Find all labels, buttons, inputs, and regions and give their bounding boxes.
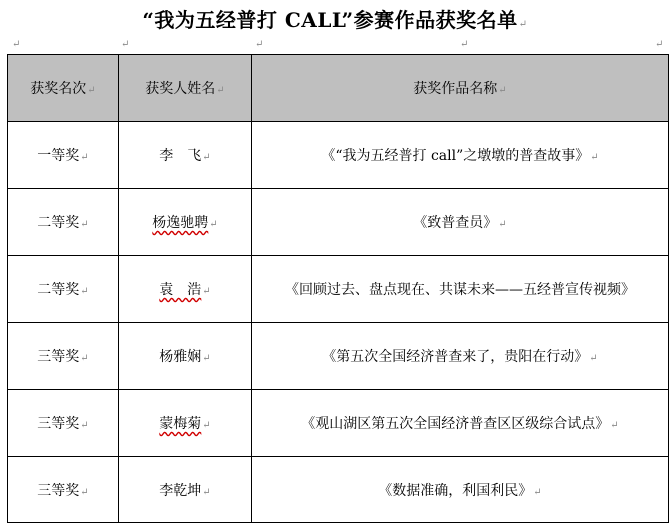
paragraph-mark: ↵: [121, 39, 130, 50]
cell-end-mark: ↵: [590, 152, 599, 163]
work-cell: [252, 256, 669, 323]
name-cell: [119, 189, 252, 256]
name-text: 蒙梅菊: [159, 416, 202, 432]
name-cell: [119, 390, 252, 457]
cell-end-mark: ↵: [80, 420, 89, 431]
cell-end-mark: ↵: [202, 152, 211, 163]
name-text: 李 飞: [159, 148, 202, 164]
work-cell: [252, 323, 669, 390]
rank-cell: [8, 122, 119, 189]
cell-end-mark: ↵: [533, 486, 542, 498]
work-cell: [252, 390, 669, 457]
header-name-label: 获奖人姓名: [145, 81, 216, 97]
header-work: [252, 55, 669, 122]
document-title: [0, 4, 670, 33]
cell-end-mark: ↵: [80, 286, 89, 297]
table-header-row: [8, 55, 669, 122]
cell-end-mark: ↵: [202, 353, 211, 364]
work-text: 《数据准确，利国利民》: [378, 482, 533, 499]
work-cell: [252, 457, 669, 523]
cell-end-mark: ↵: [202, 286, 211, 297]
rank-cell: [8, 189, 119, 256]
paragraph-mark: ↵: [655, 39, 664, 50]
cell-end-mark: ↵: [589, 353, 598, 364]
rank-text: 二等奖: [37, 215, 80, 231]
header-rank: [8, 55, 119, 122]
rank-text: 三等奖: [37, 349, 80, 365]
rank-cell: [8, 256, 119, 323]
paragraph-mark: ↵: [12, 39, 21, 50]
award-table: [7, 54, 669, 523]
rank-text: 三等奖: [37, 482, 80, 499]
name-text: 杨雅娴: [159, 349, 202, 365]
cell-end-mark: ↵: [610, 420, 619, 431]
rank-cell: [8, 390, 119, 457]
name-text: 李乾坤: [159, 482, 202, 499]
header-name: [119, 55, 252, 122]
name-cell: [119, 323, 252, 390]
work-cell: [252, 122, 669, 189]
rank-text: 三等奖: [37, 416, 80, 432]
work-text: 《致普查员》: [413, 215, 498, 231]
document-title-text: “我为五经普打 CALL”参赛作品获奖名单: [142, 8, 518, 32]
name-cell: [119, 457, 252, 523]
paragraph-mark: ↵: [518, 19, 528, 30]
cell-end-mark: ↵: [80, 353, 89, 364]
table-row: [8, 122, 669, 189]
name-text: 袁 浩: [159, 282, 202, 298]
cell-end-mark: ↵: [202, 486, 211, 498]
header-rank-label: 获奖名次: [30, 81, 87, 97]
cell-end-mark: ↵: [216, 85, 225, 96]
cell-end-mark: ↵: [87, 85, 96, 96]
work-text: 《“我为五经普打 call”之墩墩的普查故事》: [321, 148, 590, 164]
table-row: [8, 457, 669, 523]
cell-end-mark: ↵: [80, 152, 89, 163]
name-cell: [119, 122, 252, 189]
cell-end-mark: ↵: [80, 486, 89, 498]
table-row: [8, 390, 669, 457]
rank-text: 一等奖: [37, 148, 80, 164]
paragraph-mark: ↵: [255, 39, 264, 50]
header-work-label: 获奖作品名称: [413, 81, 498, 97]
work-text: 《观山湖区第五次全国经济普查区区级综合试点》: [301, 416, 610, 432]
work-text: 《回顾过去、盘点现在、共谋未来——五经普宣传视频》: [285, 282, 635, 298]
table-row: [8, 323, 669, 390]
work-cell: [252, 189, 669, 256]
cell-end-mark: ↵: [202, 420, 211, 431]
table-row: [8, 189, 669, 256]
rank-cell: [8, 457, 119, 523]
name-cell: [119, 256, 252, 323]
paragraph-mark: ↵: [460, 39, 469, 50]
work-text: 《第五次全国经济普查来了，贵阳在行动》: [322, 349, 589, 365]
cell-end-mark: ↵: [80, 219, 89, 230]
cell-end-mark: ↵: [498, 85, 507, 96]
cell-end-mark: ↵: [209, 219, 218, 230]
table-row: [8, 256, 669, 323]
cell-end-mark: ↵: [498, 219, 507, 230]
name-text: 杨逸驰聘: [152, 215, 209, 231]
rank-text: 二等奖: [37, 282, 80, 298]
rank-cell: [8, 323, 119, 390]
